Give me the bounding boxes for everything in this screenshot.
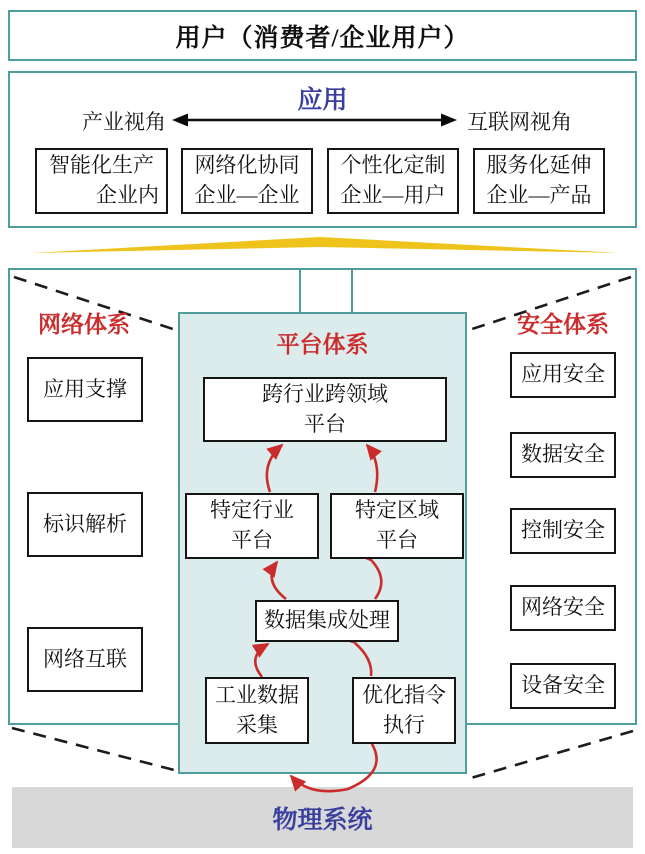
app-mode-line2: 企业—产品 (486, 183, 592, 207)
platform-node-regional (330, 493, 464, 559)
app-mode-line1: 服务化延伸 (486, 153, 592, 178)
platform-node-line1: 数据集成处理 (264, 608, 390, 633)
network-item-label: 网络互联 (43, 646, 127, 671)
flow-arrow-integration-to-execution (355, 643, 371, 676)
flow-arrow-collection-to-integration (255, 644, 268, 677)
security-item-box-application (510, 352, 616, 398)
platform-node-command-execution (352, 677, 456, 744)
security-item-box-control (510, 508, 616, 554)
flow-arrow-execution-to-physical-to-collection (291, 744, 377, 791)
platform-node-line2: 平台 (231, 528, 273, 552)
network-system-title: 网络体系 (38, 312, 130, 337)
network-item-box-identifier-resolution (27, 492, 143, 557)
security-item-label: 设备安全 (521, 673, 605, 698)
platform-node-industry (185, 493, 319, 559)
scope-dashed-line-bottom-left (12, 728, 174, 770)
platform-node-line2: 平台 (304, 411, 346, 436)
security-item-box-data (510, 432, 616, 478)
platform-node-line1: 工业数据 (215, 682, 299, 707)
industry-perspective-label: 产业视角 (82, 110, 166, 134)
platform-node-line1: 特定区域 (355, 498, 439, 523)
network-item-label: 应用支撑 (43, 376, 127, 401)
platform-node-cross-domain (203, 377, 447, 442)
perspective-double-arrow (172, 114, 457, 127)
security-item-box-equipment (510, 663, 616, 709)
user-banner-title: 用户（消费者/企业用户） (175, 24, 470, 52)
flow-arrow-regional-platform-to-cross-platform (367, 445, 377, 492)
platform-node-data-integration (255, 600, 399, 642)
platform-node-line1: 优化指令 (362, 682, 446, 707)
platform-system-title: 平台体系 (276, 332, 369, 357)
flow-arrow-industry-platform-to-cross-platform (267, 445, 282, 492)
scope-dashed-line-bottom-right (471, 731, 633, 778)
app-mode-line1: 智能化生产 (49, 153, 154, 178)
app-mode-line2: 企业—企业 (194, 183, 300, 207)
platform-node-line1: 跨行业跨领域 (262, 381, 388, 406)
security-item-label: 数据安全 (521, 442, 605, 467)
flow-arrow-regional-platform-to-integration (372, 561, 381, 599)
security-system-title: 安全体系 (517, 312, 609, 337)
network-item-box-network-interconnection (27, 627, 143, 692)
flow-arrow-integration-to-industry-platform (272, 562, 286, 599)
app-mode-line1: 网络化协同 (194, 153, 300, 178)
physical-system-title: 物理系统 (272, 807, 373, 834)
app-mode-line2: 企业内 (96, 183, 159, 207)
security-item-label: 控制安全 (521, 518, 605, 543)
security-item-box-network (510, 585, 616, 631)
app-mode-line2: 企业—用户 (340, 183, 446, 207)
yellow-connector-swoosh (31, 237, 621, 253)
security-item-label: 应用安全 (521, 362, 605, 387)
platform-node-line2: 执行 (383, 712, 425, 737)
internet-perspective-label: 互联网视角 (467, 110, 572, 134)
network-item-label: 标识解析 (43, 511, 127, 536)
application-title: 应用 (297, 87, 348, 114)
security-item-label: 网络安全 (521, 595, 605, 620)
app-mode-line1: 个性化定制 (340, 153, 446, 178)
platform-node-line2: 采集 (236, 712, 278, 737)
platform-node-line1: 特定行业 (210, 498, 294, 523)
platform-node-data-collection (205, 677, 309, 744)
network-item-box-app-support (27, 357, 143, 422)
platform-node-line2: 平台 (376, 528, 418, 552)
